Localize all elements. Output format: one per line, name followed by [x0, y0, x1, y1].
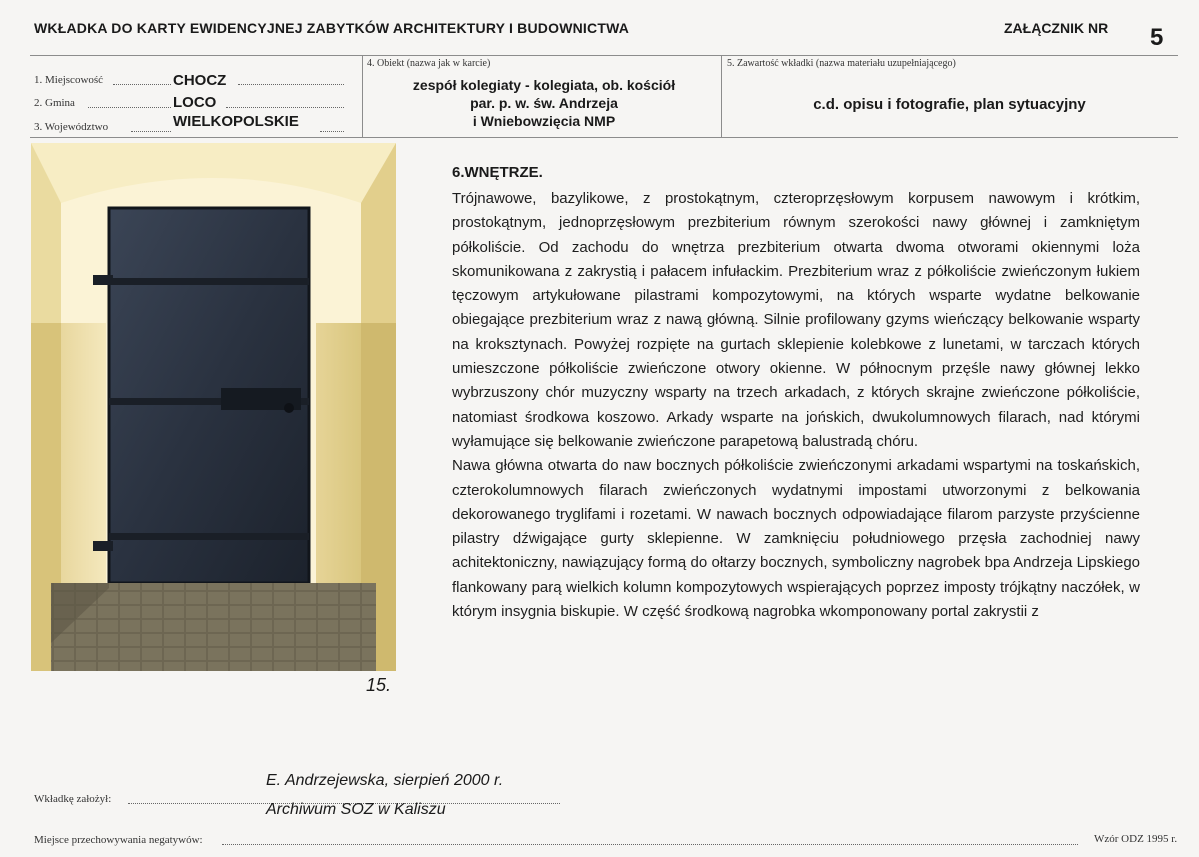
section-heading: 6.WNĘTRZE.: [452, 164, 543, 181]
author-label: Wkładkę założył:: [34, 793, 112, 805]
commune-dots: [88, 107, 171, 108]
form-top-border: [30, 55, 1178, 56]
object-line-3: i Wniebowzięcia NMP: [472, 113, 616, 129]
locality-label: 1. Miejscowość: [34, 74, 104, 86]
voivodeship-label: 3. Województwo: [34, 121, 109, 133]
annex-label: ZAŁĄCZNIK NR: [1004, 20, 1109, 36]
object-line-2: par. p. w. św. Andrzeja: [470, 95, 618, 111]
commune-label: 2. Gmina: [34, 97, 75, 109]
negatives-label: Miejsce przechowywania negatywów:: [34, 834, 203, 846]
template-note: Wzór ODZ 1995 r.: [1094, 833, 1178, 845]
object-line-1: zespół kolegiaty - kolegiata, ob. kościół: [412, 77, 676, 93]
content-value: c.d. opisu i fotografie, plan sytuacyjny: [813, 96, 1086, 113]
document-title: WKŁADKA DO KARTY EWIDENCYJNEJ ZABYTKÓW ARCHITEKTURY I BUDOWNICTWA: [34, 20, 630, 36]
content-label: 5. Zawartość wkładki (nazwa materiału uzupełniającego): [727, 58, 956, 69]
door-photo-illustration: [31, 143, 396, 671]
voivodeship-value: WIELKOPOLSKIE: [173, 113, 299, 130]
commune-value: LOCO: [173, 94, 217, 111]
locality-dots-right: [238, 84, 344, 85]
locality-dots: [113, 84, 171, 85]
object-label: 4. Obiekt (nazwa jak w karcie): [367, 58, 491, 69]
paragraph-1: Trójnawowe, bazylikowe, z prostokątnym, czteroprzęsłowym korpusem nawowym i krótkim, prostokątnym, jednoprzęsłowym prezbiterium równym szerokości nawy głównej i zamkniętym półkoliście. Od zachodu do wnętrza prezbiterium otwarta dwoma otworami okiennymi loża skomunikowana z zakrystią i pałacem infułackim. Prezbiterium wraz z półkoliście zwieńczonym łukiem tęczowym artykułowane pilastrami kompozytowymi, na których wsparte wydatne belkowanie obiegające prezbiterium wraz z nawą główną. Silnie profilowany gzyms wieńczący belkowanie wsparty na kroksztynach. Powyżej rozpięte na gurtach sklepienie kolebkowe z lunetami, w tarczach których umieszczone półkoliście zwieńczone otwory okienne. W północnym przęśle nawy głównej lekko wybrzuszony chór muzyczny wsparty na trzech arkadach, z których skrajne zwieńczone półkoliście, natomiast środkowa koszowo. Arkady wsparte na jońskich, dwukolumnowych filarach, nad którymi wyłamujące się belkowanie zwieńczone parapetową balustradą chóru.: [452, 190, 1140, 450]
voivodeship-dots-right: [320, 131, 344, 132]
locality-value: CHOCZ: [173, 72, 227, 89]
negatives-dots: [222, 844, 1078, 845]
storage-value: Archiwum SOZ w Kaliszu: [266, 801, 446, 818]
paragraph-2: Nawa główna otwarta do naw bocznych półkoliście zwieńczonymi arkadami wspartymi na toskańskich, czterokolumnowych filarach zwieńczonych wydatnymi impostami utworzonymi z belkowania dekorowanego tryglifami i rozetami. W nawach bocznych odpowiadające filarom parzyste przyścienne pilastry dźwigające gurty sklepienne. W zamknięciu południowego przęsła zachodniej nawy achitektoniczny, nawiązujący formą do ołtarzy bocznych, symboliczny nagrobek bpa Andrzeja Lipskiego flankowany parą wielkich kolumn kompozytowych wspierających poprzez imposty trójkątny naczółek, w którym insygnia biskupie. W część środkową nagrobka wkomponowany portal zakrystii z: [452, 457, 1140, 621]
commune-dots-right: [226, 107, 344, 108]
section-body: [452, 187, 1140, 624]
annex-number: 5: [1150, 24, 1164, 51]
author-signature: E. Andrzejewska, sierpień 2000 r.: [266, 772, 504, 789]
door-photo: [31, 143, 396, 671]
form-divider-1: [362, 55, 363, 137]
photo-number: 15.: [366, 675, 392, 695]
voivodeship-dots: [131, 131, 171, 132]
form-bottom-border: [30, 137, 1178, 138]
